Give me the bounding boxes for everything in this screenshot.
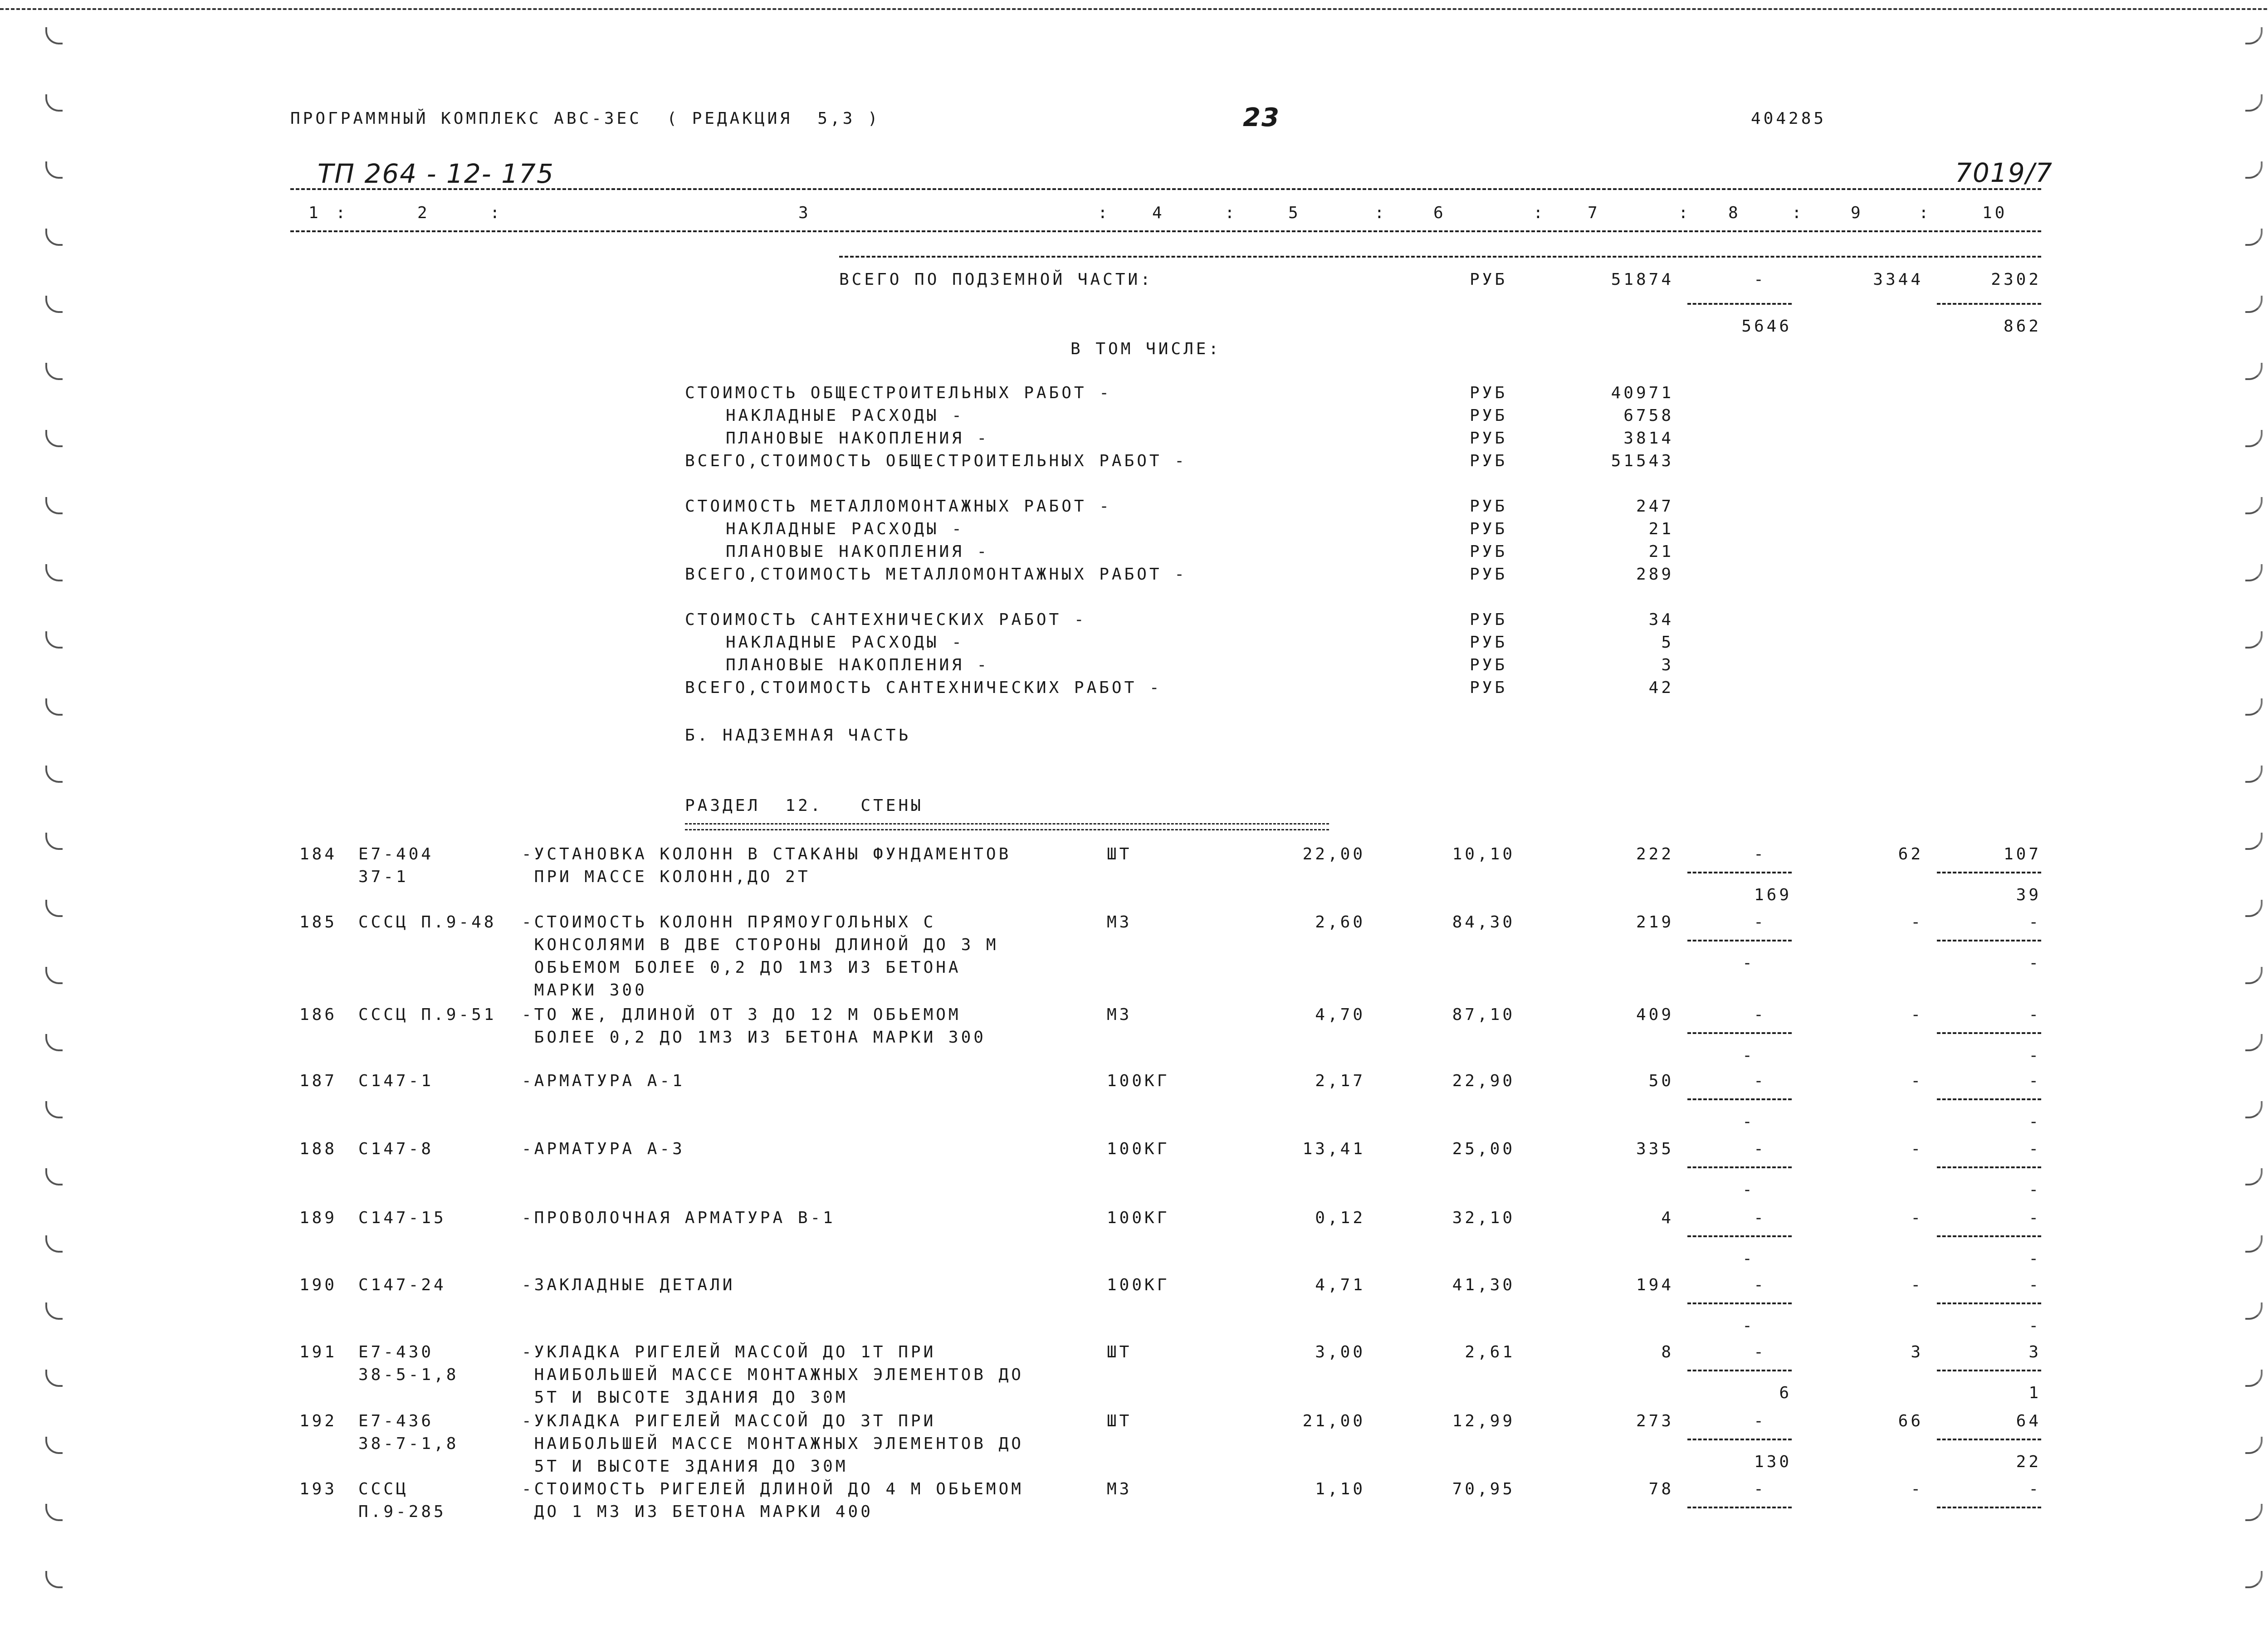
feed-hole (2245, 27, 2263, 44)
row-c10-divider (1937, 872, 2041, 873)
row-total: 409 (1636, 1005, 1674, 1024)
row-c10: 64 (2016, 1412, 2041, 1430)
row-c8: - (1754, 1209, 1766, 1227)
row-unit-price: 10,10 (1452, 845, 1515, 863)
feed-hole (45, 1235, 63, 1253)
column-separator: : (336, 204, 348, 222)
row-c8: - (1754, 1072, 1766, 1090)
row-description: НАИБОЛЬШЕЙ МАССЕ МОНТАЖНЫХ ЭЛЕМЕНТОВ ДО (522, 1434, 1024, 1453)
summary-c8-sub: 5646 (1741, 317, 1792, 336)
column-number: 7 (1588, 204, 1600, 222)
row-c10: - (2028, 1140, 2041, 1158)
row-code: Е7-436 (358, 1412, 434, 1430)
feed-hole (45, 161, 63, 179)
row-c8-sub: - (1742, 954, 1755, 972)
summary-line-value: 6758 (1623, 406, 1674, 425)
torn-top-edge (0, 0, 2268, 10)
summary-line-label: ВСЕГО,СТОИМОСТЬ ОБЩЕСТРОИТЕЛЬНЫХ РАБОТ - (685, 452, 1187, 470)
program-title: ПРОГРАММНЫЙ КОМПЛЕКС АВС-3ЕС ( РЕДАКЦИЯ 5,3 ) (290, 109, 880, 128)
feed-hole (45, 833, 63, 850)
summary-line-value: 247 (1636, 497, 1674, 516)
row-description: -ЗАКЛАДНЫЕ ДЕТАЛИ (522, 1276, 735, 1294)
row-c8-divider (1687, 1439, 1792, 1440)
feed-hole (2245, 229, 2263, 246)
row-c8-sub: - (1742, 1112, 1755, 1131)
row-number: 189 (299, 1209, 337, 1227)
row-c9: 3 (1911, 1343, 1923, 1361)
row-c8-sub: 130 (1754, 1453, 1792, 1471)
feed-hole (45, 1437, 63, 1454)
page-number: 23 (1243, 103, 1280, 132)
summary-line-unit: РУБ (1470, 406, 1508, 425)
row-quantity: 4,70 (1315, 1005, 1365, 1024)
summary-line-label: СТОИМОСТЬ МЕТАЛЛОМОНТАЖНЫХ РАБОТ - (685, 497, 1112, 516)
row-c8: - (1754, 1480, 1766, 1498)
row-c9: - (1911, 1072, 1923, 1090)
feed-hole (45, 1034, 63, 1051)
feed-hole (2245, 967, 2263, 984)
column-number: 1 (308, 204, 321, 222)
row-description: -ТО ЖЕ, ДЛИНОЙ ОТ 3 ДО 12 М ОБЬЕМОМ (522, 1005, 961, 1024)
row-number: 185 (299, 913, 337, 932)
column-number: 2 (417, 204, 430, 222)
summary-c10: 2302 (1991, 270, 2041, 289)
summary-line-label: ПЛАНОВЫЕ НАКОПЛЕНИЯ - (726, 542, 990, 561)
row-unit: 100КГ (1107, 1140, 1170, 1158)
row-description: ОБЬЕМОМ БОЛЕЕ 0,2 ДО 1М3 ИЗ БЕТОНА (522, 958, 961, 977)
row-unit-price: 22,90 (1452, 1072, 1515, 1090)
row-description: -УКЛАДКА РИГЕЛЕЙ МАССОЙ ДО 3Т ПРИ (522, 1412, 936, 1430)
feed-hole (2245, 1034, 2263, 1051)
row-code: 38-7-1,8 (358, 1434, 459, 1453)
row-quantity: 2,17 (1315, 1072, 1365, 1090)
row-total: 335 (1636, 1140, 1674, 1158)
feed-hole (45, 229, 63, 246)
project-code: ТП 264 - 12- 175 (318, 158, 554, 189)
row-c9: - (1911, 1140, 1923, 1158)
column-number: 4 (1152, 204, 1165, 222)
row-unit-price: 84,30 (1452, 913, 1515, 932)
feed-hole (2245, 296, 2263, 313)
column-separator: : (490, 204, 503, 222)
summary-rule-top (839, 256, 2041, 258)
row-c10-divider (1937, 1507, 2041, 1508)
row-unit: ШТ (1107, 845, 1132, 863)
row-unit-price: 32,10 (1452, 1209, 1515, 1227)
row-c10: - (2028, 1480, 2041, 1498)
row-quantity: 4,71 (1315, 1276, 1365, 1294)
summary-line-unit: РУБ (1470, 452, 1508, 470)
summary-line-value: 5 (1661, 633, 1674, 652)
row-unit-price: 41,30 (1452, 1276, 1515, 1294)
row-c8: - (1754, 845, 1766, 863)
row-description: ДО 1 М3 ИЗ БЕТОНА МАРКИ 400 (522, 1502, 873, 1521)
summary-line-label: СТОИМОСТЬ ОБЩЕСТРОИТЕЛЬНЫХ РАБОТ - (685, 384, 1112, 402)
row-c9: 62 (1898, 845, 1923, 863)
row-unit: М3 (1107, 1005, 1132, 1024)
summary-line-value: 51543 (1611, 452, 1674, 470)
feed-hole (2245, 900, 2263, 917)
row-code: С147-15 (358, 1209, 446, 1227)
feed-hole (2245, 363, 2263, 380)
row-code: Е7-430 (358, 1343, 434, 1361)
section-title: РАЗДЕЛ 12. СТЕНЫ (685, 796, 924, 815)
summary-line-label: НАКЛАДНЫЕ РАСХОДЫ - (726, 406, 964, 425)
row-description: -АРМАТУРА А-3 (522, 1140, 685, 1158)
row-code: С147-8 (358, 1140, 434, 1158)
feed-hole (2245, 497, 2263, 514)
feed-hole (45, 631, 63, 649)
part-b-heading: Б. НАДЗЕМНАЯ ЧАСТЬ (685, 726, 911, 745)
row-code: СССЦ П.9-48 (358, 913, 497, 932)
feed-hole (45, 497, 63, 514)
row-unit-price: 87,10 (1452, 1005, 1515, 1024)
row-description: -СТОИМОСТЬ РИГЕЛЕЙ ДЛИНОЙ ДО 4 М ОБЬЕМОМ (522, 1480, 1024, 1498)
row-c8: - (1754, 1343, 1766, 1361)
row-c10-sub: - (2028, 954, 2041, 972)
row-c8-divider (1687, 940, 1792, 941)
row-c8-divider (1687, 872, 1792, 873)
row-c8-divider (1687, 1370, 1792, 1371)
summary-line-unit: РУБ (1470, 610, 1508, 629)
row-c10-sub: - (2028, 1180, 2041, 1199)
column-number: 3 (798, 204, 811, 222)
row-unit-price: 25,00 (1452, 1140, 1515, 1158)
row-description: МАРКИ 300 (522, 981, 647, 1000)
section-title-underline (685, 823, 1329, 830)
row-c9: - (1911, 913, 1923, 932)
row-number: 190 (299, 1276, 337, 1294)
feed-hole (2245, 1504, 2263, 1521)
including-label: В ТОМ ЧИСЛЕ: (1070, 340, 1222, 358)
row-unit: М3 (1107, 913, 1132, 932)
summary-line-label: СТОИМОСТЬ САНТЕХНИЧЕСКИХ РАБОТ - (685, 610, 1087, 629)
row-unit: 100КГ (1107, 1072, 1170, 1090)
row-c8: - (1754, 913, 1766, 932)
summary-c9: 3344 (1873, 270, 1923, 289)
row-number: 187 (299, 1072, 337, 1090)
row-code: С147-24 (358, 1276, 446, 1294)
feed-hole (45, 1302, 63, 1320)
row-c10-divider (1937, 1235, 2041, 1237)
row-c10: - (2028, 1209, 2041, 1227)
column-rule-bottom (290, 230, 2041, 232)
summary-line-label: ВСЕГО,СТОИМОСТЬ САНТЕХНИЧЕСКИХ РАБОТ - (685, 678, 1162, 697)
header-rule (290, 188, 2041, 190)
row-total: 8 (1661, 1343, 1674, 1361)
column-separator: : (1533, 204, 1546, 222)
row-c9: 66 (1898, 1412, 1923, 1430)
row-number: 191 (299, 1343, 337, 1361)
row-c8: - (1754, 1140, 1766, 1158)
column-number: 10 (1982, 204, 2008, 222)
row-total: 4 (1661, 1209, 1674, 1227)
row-c10-sub: - (2028, 1046, 2041, 1065)
row-c10: 107 (2003, 845, 2041, 863)
row-description: БОЛЕЕ 0,2 ДО 1М3 ИЗ БЕТОНА МАРКИ 300 (522, 1028, 986, 1047)
tractor-feed-right (2245, 27, 2263, 1614)
row-c8-sub: - (1742, 1046, 1755, 1065)
column-separator: : (1374, 204, 1387, 222)
row-code: СССЦ П.9-51 (358, 1005, 497, 1024)
row-description: -УКЛАДКА РИГЕЛЕЙ МАССОЙ ДО 1Т ПРИ (522, 1343, 936, 1361)
row-c8-divider (1687, 1166, 1792, 1168)
row-unit-price: 2,61 (1465, 1343, 1515, 1361)
row-c8: - (1754, 1005, 1766, 1024)
row-unit: ШТ (1107, 1343, 1132, 1361)
row-description: -СТОИМОСТЬ КОЛОНН ПРЯМОУГОЛЬНЫХ С (522, 913, 936, 932)
row-code: Е7-404 (358, 845, 434, 863)
summary-line-unit: РУБ (1470, 542, 1508, 561)
summary-line-unit: РУБ (1470, 429, 1508, 448)
row-c10-divider (1937, 1439, 2041, 1440)
row-quantity: 2,60 (1315, 913, 1365, 932)
feed-hole (45, 900, 63, 917)
row-c10: 3 (2028, 1343, 2041, 1361)
row-number: 186 (299, 1005, 337, 1024)
row-unit-price: 12,99 (1452, 1412, 1515, 1430)
row-code: 37-1 (358, 868, 409, 886)
summary-line-value: 3814 (1623, 429, 1674, 448)
row-unit-price: 70,95 (1452, 1480, 1515, 1498)
row-c9: - (1911, 1209, 1923, 1227)
row-c9: - (1911, 1005, 1923, 1024)
feed-hole (2245, 1235, 2263, 1253)
summary-line-value: 40971 (1611, 384, 1674, 402)
row-description: КОНСОЛЯМИ В ДВЕ СТОРОНЫ ДЛИНОЙ ДО 3 М (522, 936, 999, 954)
feed-hole (45, 296, 63, 313)
feed-hole (45, 1168, 63, 1185)
summary-line-label: НАКЛАДНЫЕ РАСХОДЫ - (726, 520, 964, 538)
summary-line-value: 21 (1648, 520, 1674, 538)
feed-hole (2245, 766, 2263, 783)
summary-line-value: 289 (1636, 565, 1674, 584)
summary-line-value: 42 (1648, 678, 1674, 697)
feed-hole (2245, 1101, 2263, 1118)
feed-hole (2245, 564, 2263, 581)
summary-line-unit: РУБ (1470, 656, 1508, 674)
column-separator: : (1792, 204, 1804, 222)
row-total: 222 (1636, 845, 1674, 863)
row-c8-divider (1687, 1507, 1792, 1508)
summary-line-unit: РУБ (1470, 384, 1508, 402)
row-code: 38-5-1,8 (358, 1366, 459, 1384)
row-code: С147-1 (358, 1072, 434, 1090)
feed-hole (2245, 1571, 2263, 1588)
row-c8: - (1754, 1276, 1766, 1294)
feed-hole (2245, 1168, 2263, 1185)
row-c10-divider (1937, 1166, 2041, 1168)
row-c10-divider (1937, 1302, 2041, 1304)
row-c10-sub: 22 (2016, 1453, 2041, 1471)
row-c8-divider (1687, 1235, 1792, 1237)
column-number: 6 (1433, 204, 1446, 222)
summary-c10-sub: 862 (2003, 317, 2041, 336)
column-separator: : (1098, 204, 1110, 222)
row-unit: 100КГ (1107, 1276, 1170, 1294)
row-description: ПРИ МАССЕ КОЛОНН,ДО 2Т (522, 868, 811, 886)
summary-line-value: 21 (1648, 542, 1674, 561)
summary-line-label: ПЛАНОВЫЕ НАКОПЛЕНИЯ - (726, 656, 990, 674)
row-c10: - (2028, 1005, 2041, 1024)
row-c10-sub: - (2028, 1249, 2041, 1268)
row-c8-divider (1687, 1098, 1792, 1100)
feed-hole (2245, 833, 2263, 850)
feed-hole (45, 1101, 63, 1118)
feed-hole (45, 1571, 63, 1588)
feed-hole (45, 1370, 63, 1387)
feed-hole (45, 430, 63, 447)
row-description: НАИБОЛЬШЕЙ МАССЕ МОНТАЖНЫХ ЭЛЕМЕНТОВ ДО (522, 1366, 1024, 1384)
row-quantity: 0,12 (1315, 1209, 1365, 1227)
row-c10: - (2028, 1072, 2041, 1090)
summary-unit: РУБ (1470, 270, 1508, 289)
row-number: 193 (299, 1480, 337, 1498)
row-total: 50 (1648, 1072, 1674, 1090)
row-quantity: 21,00 (1302, 1412, 1365, 1430)
column-number: 9 (1851, 204, 1863, 222)
row-number: 184 (299, 845, 337, 863)
row-unit: М3 (1107, 1480, 1132, 1498)
summary-line-unit: РУБ (1470, 497, 1508, 516)
feed-hole (45, 766, 63, 783)
row-c8-sub: - (1742, 1180, 1755, 1199)
row-c8-divider (1687, 1302, 1792, 1304)
row-c10: - (2028, 913, 2041, 932)
summary-line-value: 3 (1661, 656, 1674, 674)
row-c10-divider (1937, 1370, 2041, 1371)
row-quantity: 3,00 (1315, 1343, 1365, 1361)
row-c10-divider (1937, 1032, 2041, 1034)
feed-hole (45, 698, 63, 716)
feed-hole (45, 94, 63, 112)
feed-hole (2245, 1302, 2263, 1320)
feed-hole (45, 564, 63, 581)
row-description: 5Т И ВЫСОТЕ ЗДАНИЯ ДО 30М (522, 1388, 848, 1407)
summary-c7: 51874 (1611, 270, 1674, 289)
feed-hole (2245, 631, 2263, 649)
feed-hole (45, 1504, 63, 1521)
row-c10-sub: 1 (2028, 1384, 2041, 1402)
summary-c8: - (1754, 270, 1766, 289)
feed-hole (2245, 161, 2263, 179)
row-description: -АРМАТУРА А-1 (522, 1072, 685, 1090)
row-number: 188 (299, 1140, 337, 1158)
row-c8-divider (1687, 1032, 1792, 1034)
sheet-code: 7019/7 (1955, 157, 2053, 188)
column-separator: : (1225, 204, 1237, 222)
feed-hole (2245, 430, 2263, 447)
row-description: 5Т И ВЫСОТЕ ЗДАНИЯ ДО 30М (522, 1457, 848, 1476)
summary-line-unit: РУБ (1470, 633, 1508, 652)
row-c9: - (1911, 1276, 1923, 1294)
summary-total-label: ВСЕГО ПО ПОДЗЕМНОЙ ЧАСТИ: (839, 270, 1153, 289)
row-c10-sub: - (2028, 1317, 2041, 1335)
row-c8: - (1754, 1412, 1766, 1430)
row-c9: - (1911, 1480, 1923, 1498)
column-separator: : (1678, 204, 1691, 222)
row-c8-sub: - (1742, 1317, 1755, 1335)
feed-hole (45, 363, 63, 380)
summary-line-unit: РУБ (1470, 565, 1508, 584)
summary-line-label: ВСЕГО,СТОИМОСТЬ МЕТАЛЛОМОНТАЖНЫХ РАБОТ - (685, 565, 1187, 584)
row-c10: - (2028, 1276, 2041, 1294)
feed-hole (2245, 1370, 2263, 1387)
row-c10-sub: 39 (2016, 886, 2041, 904)
row-quantity: 22,00 (1302, 845, 1365, 863)
row-description: -УСТАНОВКА КОЛОНН В СТАКАНЫ ФУНДАМЕНТОВ (522, 845, 1012, 863)
feed-hole (2245, 94, 2263, 112)
row-code: П.9-285 (358, 1502, 446, 1521)
column-number: 5 (1288, 204, 1301, 222)
row-unit: ШТ (1107, 1412, 1132, 1430)
row-c8-sub: 169 (1754, 886, 1792, 904)
row-c8-sub: - (1742, 1249, 1755, 1268)
feed-hole (45, 967, 63, 984)
summary-line-unit: РУБ (1470, 520, 1508, 538)
tractor-feed-left (45, 27, 64, 1614)
row-total: 194 (1636, 1276, 1674, 1294)
summary-c8-divider (1687, 303, 1792, 305)
document-number: 404285 (1751, 109, 1827, 128)
row-c10-divider (1937, 1098, 2041, 1100)
row-total: 273 (1636, 1412, 1674, 1430)
feed-hole (2245, 1437, 2263, 1454)
column-number: 8 (1728, 204, 1741, 222)
feed-hole (2245, 698, 2263, 716)
row-c10-sub: - (2028, 1112, 2041, 1131)
row-code: СССЦ (358, 1480, 409, 1498)
row-quantity: 13,41 (1302, 1140, 1365, 1158)
row-c10-divider (1937, 940, 2041, 941)
row-description: -ПРОВОЛОЧНАЯ АРМАТУРА В-1 (522, 1209, 836, 1227)
row-number: 192 (299, 1412, 337, 1430)
summary-line-value: 34 (1648, 610, 1674, 629)
feed-hole (45, 27, 63, 44)
row-unit: 100КГ (1107, 1209, 1170, 1227)
row-quantity: 1,10 (1315, 1480, 1365, 1498)
row-c8-sub: 6 (1779, 1384, 1792, 1402)
row-total: 219 (1636, 913, 1674, 932)
summary-c10-divider (1937, 303, 2041, 305)
summary-line-label: ПЛАНОВЫЕ НАКОПЛЕНИЯ - (726, 429, 990, 448)
row-total: 78 (1648, 1480, 1674, 1498)
summary-line-unit: РУБ (1470, 678, 1508, 697)
summary-line-label: НАКЛАДНЫЕ РАСХОДЫ - (726, 633, 964, 652)
column-separator: : (1919, 204, 1931, 222)
